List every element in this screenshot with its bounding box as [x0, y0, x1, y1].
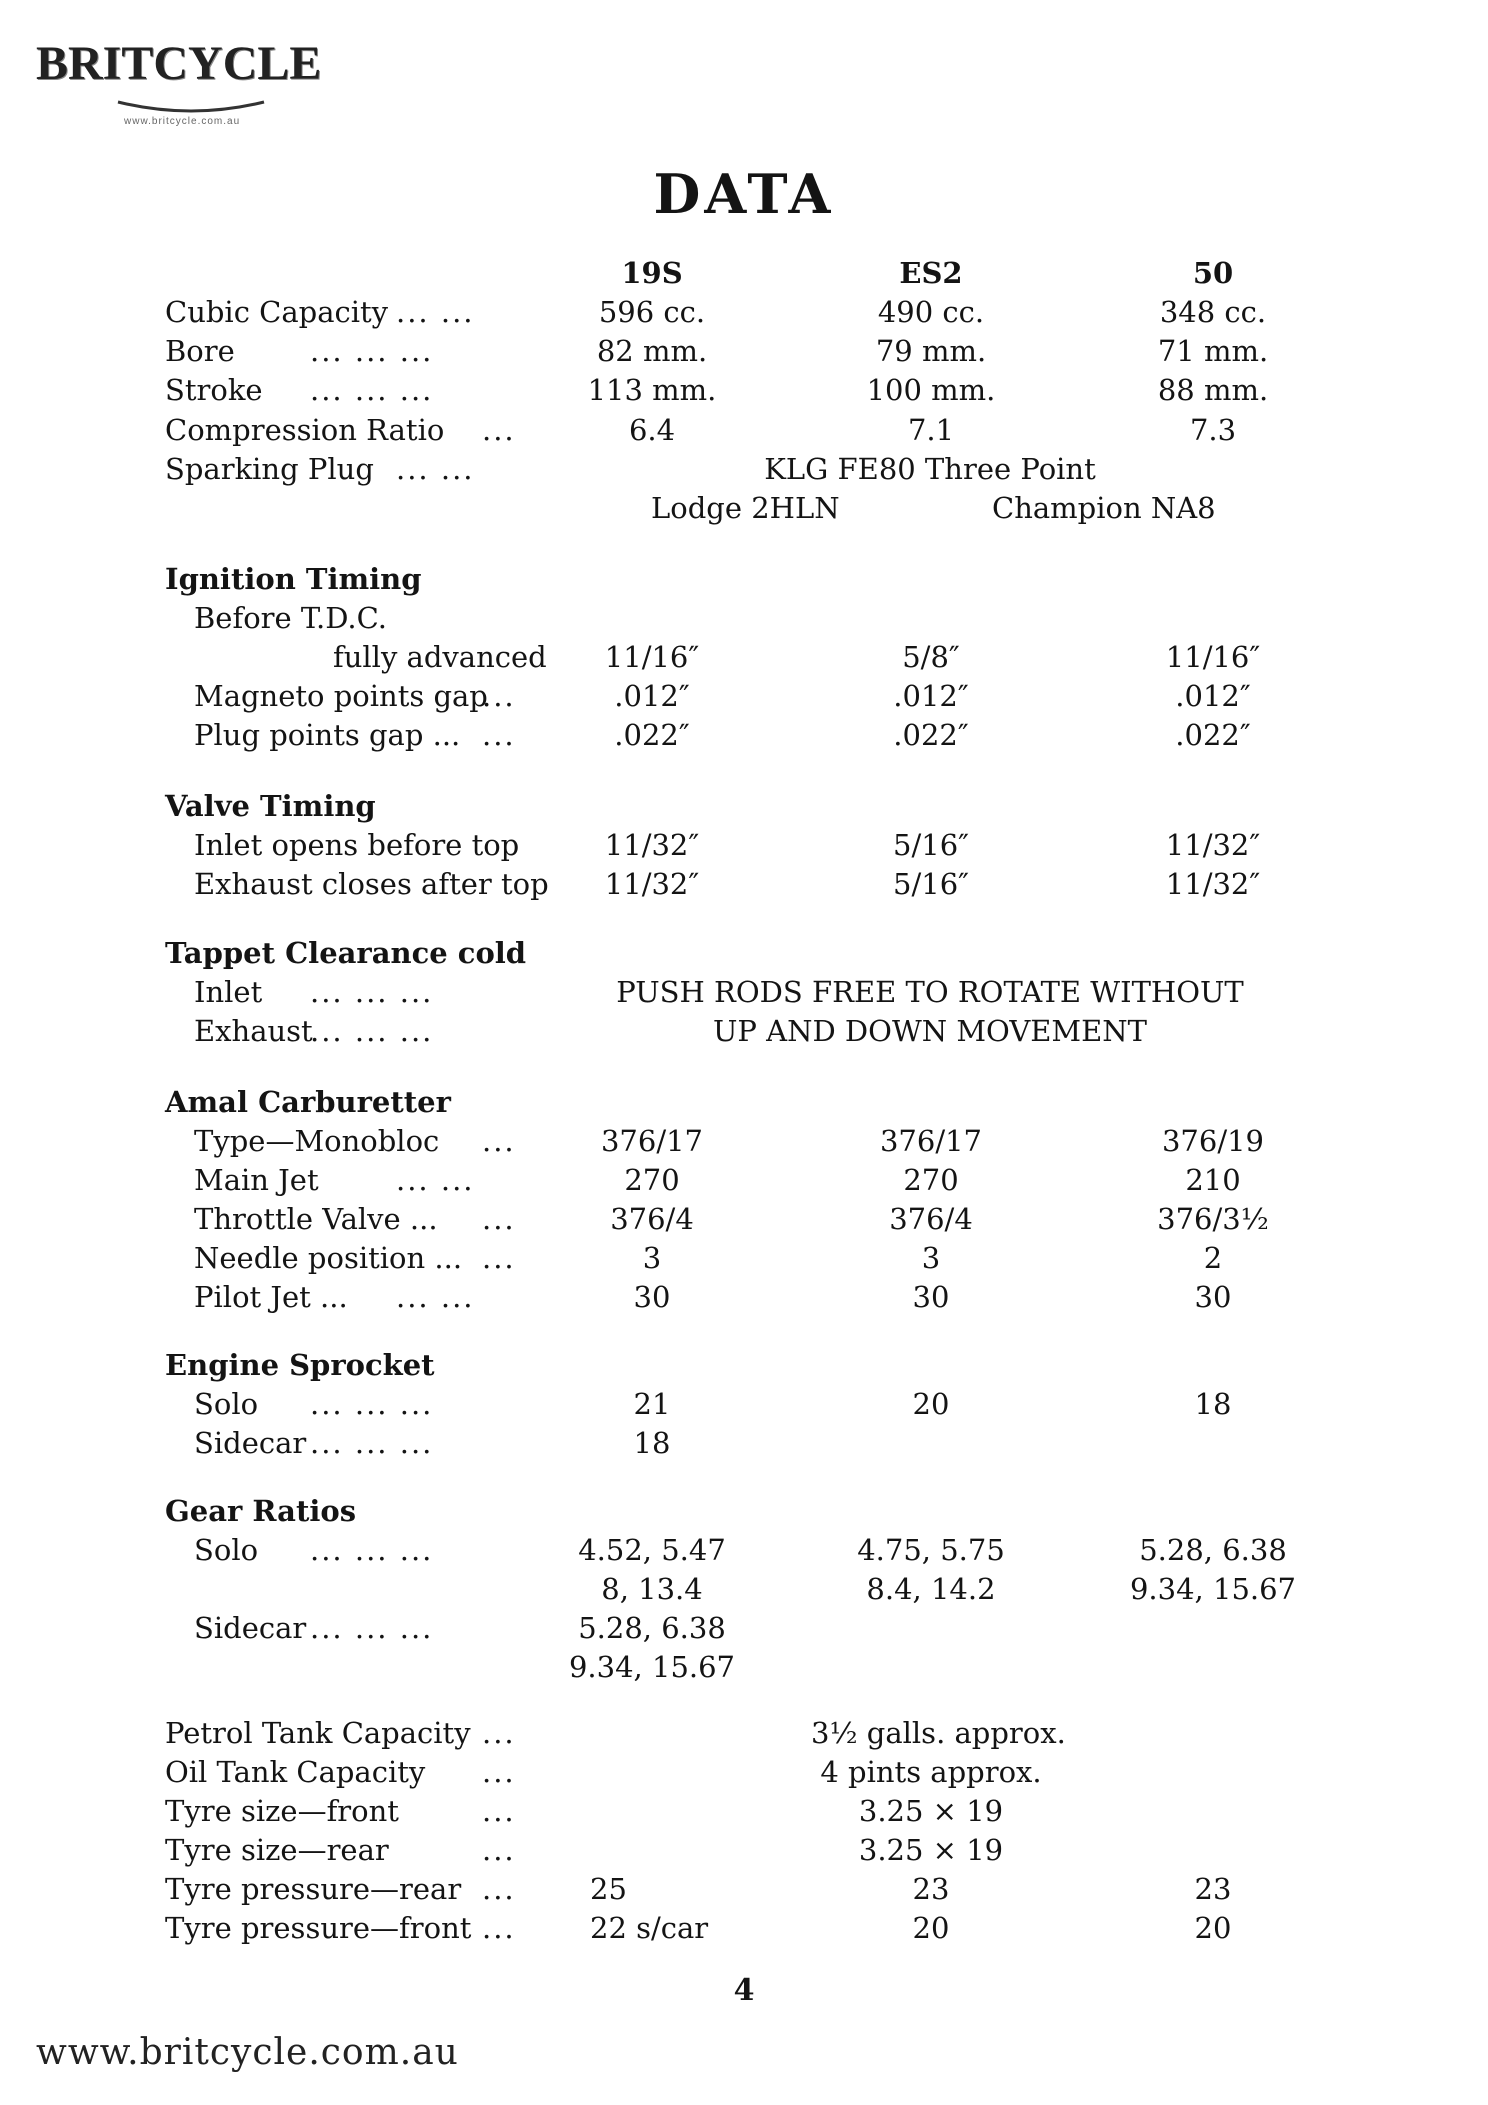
leader-dots: ... — [482, 679, 516, 713]
cell-value: 7.3 — [1189, 413, 1237, 447]
cell-value: 7.1 — [907, 413, 955, 447]
row-label: Tyre pressure—rear — [165, 1872, 462, 1906]
leader-dots: ... ... ... — [310, 1014, 434, 1048]
cell-value: .022″ — [614, 718, 690, 752]
cell-value: 270 — [624, 1163, 680, 1197]
table-row — [0, 1163, 1488, 1203]
tappet-note: PUSH RODS FREE TO ROTATE WITHOUT — [616, 975, 1244, 1009]
cell-value: 5.28, 6.38 — [1139, 1533, 1287, 1567]
cell-value: .012″ — [893, 679, 969, 713]
logo-url: www.britcycle.com.au — [124, 116, 241, 127]
cell-value: 11/32″ — [604, 867, 700, 901]
section-heading: Engine Sprocket — [165, 1348, 435, 1382]
cell-value: 3 — [921, 1241, 941, 1275]
table-row — [0, 975, 1488, 1015]
row-label: Exhaust closes after top — [194, 867, 549, 901]
row-label: Needle position ... — [194, 1241, 463, 1275]
leader-dots: ... — [482, 1911, 516, 1945]
page-number: 4 — [733, 1973, 755, 2008]
row-label: Throttle Valve ... — [194, 1202, 438, 1236]
cell-value: 376/3½ — [1157, 1202, 1269, 1236]
leader-dots: ... ... ... — [310, 1387, 434, 1421]
table-row — [0, 1872, 1488, 1912]
cell-value: 3½ galls. approx. — [811, 1716, 1066, 1750]
leader-dots: ... — [482, 1794, 516, 1828]
leader-dots: ... ... ... — [310, 334, 434, 368]
sparking-plug-alt-row — [0, 491, 1488, 531]
cell-value: 9.34, 15.67 — [568, 1650, 736, 1684]
table-row — [0, 1387, 1488, 1427]
row-label: Magneto points gap — [194, 679, 488, 713]
section-heading: Ignition Timing — [165, 562, 422, 596]
plug-alt-lodge: Lodge 2HLN — [651, 491, 840, 525]
table-row — [0, 334, 1488, 374]
leader-dots: ... — [482, 1716, 516, 1750]
cell-value: 11/16″ — [1165, 640, 1261, 674]
cell-value: 376/4 — [889, 1202, 973, 1236]
cell-value: 113 mm. — [587, 373, 717, 407]
cell-value: 3.25 × 19 — [858, 1833, 1004, 1867]
row-label: Type—Monobloc — [194, 1124, 440, 1158]
cell-value: 11/32″ — [604, 828, 700, 862]
table-row — [0, 295, 1488, 335]
leader-dots: ... — [482, 1833, 516, 1867]
row-label: Sidecar — [194, 1426, 307, 1460]
cell-value: 596 cc. — [598, 295, 706, 329]
cell-value: 6.4 — [628, 413, 676, 447]
cell-value: 30 — [912, 1280, 950, 1314]
row-label: Solo — [194, 1387, 259, 1421]
table-row — [0, 373, 1488, 413]
cell-value: 11/16″ — [604, 640, 700, 674]
cell-value: 18 — [633, 1426, 671, 1460]
leader-dots: ... ... ... — [310, 1426, 434, 1460]
cell-value: 88 mm. — [1157, 373, 1269, 407]
cell-value: 2 — [1203, 1241, 1223, 1275]
row-label: Tyre pressure—front — [165, 1911, 472, 1945]
cell-value: 25 — [590, 1872, 627, 1906]
row-label: Bore — [165, 334, 235, 368]
section-heading: Tappet Clearance cold — [165, 936, 527, 970]
table-row — [0, 640, 1488, 680]
row-label: Tyre size—rear — [165, 1833, 389, 1867]
cell-value: 3 — [642, 1241, 662, 1275]
cell-value: 5/8″ — [902, 640, 960, 674]
leader-dots: ... — [482, 718, 516, 752]
table-row — [0, 413, 1488, 453]
row-label: fully advanced — [333, 640, 547, 674]
cell-value: 23 — [912, 1872, 950, 1906]
row-label: Main Jet — [194, 1163, 319, 1197]
table-row — [0, 1716, 1488, 1756]
row-label: Solo — [194, 1533, 259, 1567]
cell-value: 270 — [903, 1163, 959, 1197]
row-label: Stroke — [165, 373, 263, 407]
table-row — [0, 1911, 1488, 1951]
cell-value: 8, 13.4 — [601, 1572, 703, 1606]
cell-value: 5.28, 6.38 — [578, 1611, 726, 1645]
cell-value: 376/17 — [879, 1124, 983, 1158]
column-header: ES2 — [899, 256, 963, 290]
table-row — [0, 867, 1488, 907]
logo-swoosh-icon — [116, 98, 266, 118]
row-label: Exhaust — [194, 1014, 313, 1048]
leader-dots: ... ... — [396, 295, 475, 329]
table-row — [0, 828, 1488, 868]
cell-value: 376/4 — [610, 1202, 694, 1236]
cell-value: 20 — [912, 1387, 950, 1421]
cell-value: 4 pints approx. — [820, 1755, 1042, 1789]
leader-dots: ... — [482, 1241, 516, 1275]
table-row — [0, 1755, 1488, 1795]
cell-value: 9.34, 15.67 — [1129, 1572, 1297, 1606]
cell-value: 4.75, 5.75 — [857, 1533, 1005, 1567]
table-row — [0, 1241, 1488, 1281]
britcycle-logo — [36, 36, 322, 127]
cell-value: 18 — [1194, 1387, 1232, 1421]
row-label: Cubic Capacity — [165, 295, 389, 329]
cell-value: 79 mm. — [875, 334, 987, 368]
footer-url[interactable]: www.britcycle.com.au — [36, 2032, 459, 2073]
cell-value: 82 mm. — [596, 334, 708, 368]
row-label: Plug points gap ... — [194, 718, 461, 752]
leader-dots: ... — [482, 413, 516, 447]
cell-value: .022″ — [1175, 718, 1251, 752]
cell-value: 11/32″ — [1165, 867, 1261, 901]
table-row — [0, 601, 1488, 641]
table-row — [0, 1833, 1488, 1873]
sparking-plug-row — [0, 452, 1488, 492]
section-heading: Amal Carburetter — [165, 1085, 451, 1119]
cell-value: 5/16″ — [893, 867, 969, 901]
leader-dots: ... ... ... — [310, 1611, 434, 1645]
cell-value: 3.25 × 19 — [858, 1794, 1004, 1828]
logo-wordmark: BRITCYCLE — [36, 37, 322, 90]
cell-value: 8.4, 14.2 — [866, 1572, 996, 1606]
cell-value: 376/17 — [600, 1124, 704, 1158]
leader-dots: ... ... ... — [310, 1533, 434, 1567]
table-row — [0, 1611, 1488, 1651]
table-row — [0, 1533, 1488, 1573]
page-title: DATA — [653, 162, 835, 226]
leader-dots: ... ... — [396, 1280, 475, 1314]
column-headers — [0, 256, 1488, 296]
table-row — [0, 1202, 1488, 1242]
row-label: Oil Tank Capacity — [165, 1755, 426, 1789]
section-heading: Valve Timing — [165, 789, 376, 823]
table-row — [0, 1280, 1488, 1320]
table-row — [0, 679, 1488, 719]
cell-value: 71 mm. — [1157, 334, 1269, 368]
cell-value: 5/16″ — [893, 828, 969, 862]
row-label: Sparking Plug — [165, 452, 374, 486]
leader-dots: ... ... — [396, 452, 475, 486]
table-row — [0, 1124, 1488, 1164]
cell-value: 30 — [633, 1280, 671, 1314]
cell-value: 20 — [912, 1911, 950, 1945]
column-header: 19S — [621, 256, 683, 290]
leader-dots: ... — [482, 1202, 516, 1236]
leader-dots: ... — [482, 1755, 516, 1789]
row-label: Petrol Tank Capacity — [165, 1716, 471, 1750]
table-row — [0, 1014, 1488, 1054]
leader-dots: ... — [482, 1124, 516, 1158]
row-label: Tyre size—front — [165, 1794, 399, 1828]
plug-alt-champion: Champion NA8 — [992, 491, 1216, 525]
cell-value: 4.52, 5.47 — [578, 1533, 726, 1567]
cell-value: .012″ — [614, 679, 690, 713]
table-row — [0, 1650, 1488, 1690]
cell-value: .022″ — [893, 718, 969, 752]
leader-dots: ... ... ... — [310, 975, 434, 1009]
cell-value: .012″ — [1175, 679, 1251, 713]
table-row — [0, 1794, 1488, 1834]
row-label: Compression Ratio — [165, 413, 445, 447]
table-row — [0, 718, 1488, 758]
leader-dots: ... ... ... — [310, 373, 434, 407]
row-label: Sidecar — [194, 1611, 307, 1645]
plug-spec: KLG FE80 Three Point — [764, 452, 1096, 486]
cell-value: 490 cc. — [877, 295, 985, 329]
cell-value: 20 — [1194, 1911, 1232, 1945]
table-row — [0, 1426, 1488, 1466]
cell-value: 23 — [1194, 1872, 1232, 1906]
row-label: Before T.D.C. — [194, 601, 388, 635]
cell-value: 11/32″ — [1165, 828, 1261, 862]
cell-value: 348 cc. — [1159, 295, 1267, 329]
row-label: Inlet opens before top — [194, 828, 520, 862]
cell-value: 376/19 — [1161, 1124, 1265, 1158]
cell-value: 30 — [1194, 1280, 1232, 1314]
leader-dots: ... — [482, 1872, 516, 1906]
leader-dots: ... ... — [396, 1163, 475, 1197]
table-row — [0, 1572, 1488, 1612]
column-header: 50 — [1192, 256, 1234, 290]
cell-value: 210 — [1185, 1163, 1241, 1197]
cell-value: 22 s/car — [590, 1911, 709, 1945]
row-label: Pilot Jet ... — [194, 1280, 348, 1314]
cell-value: 21 — [633, 1387, 671, 1421]
cell-value: 100 mm. — [866, 373, 996, 407]
section-heading: Gear Ratios — [165, 1494, 357, 1528]
tappet-note: UP AND DOWN MOVEMENT — [712, 1014, 1148, 1048]
row-label: Inlet — [194, 975, 263, 1009]
